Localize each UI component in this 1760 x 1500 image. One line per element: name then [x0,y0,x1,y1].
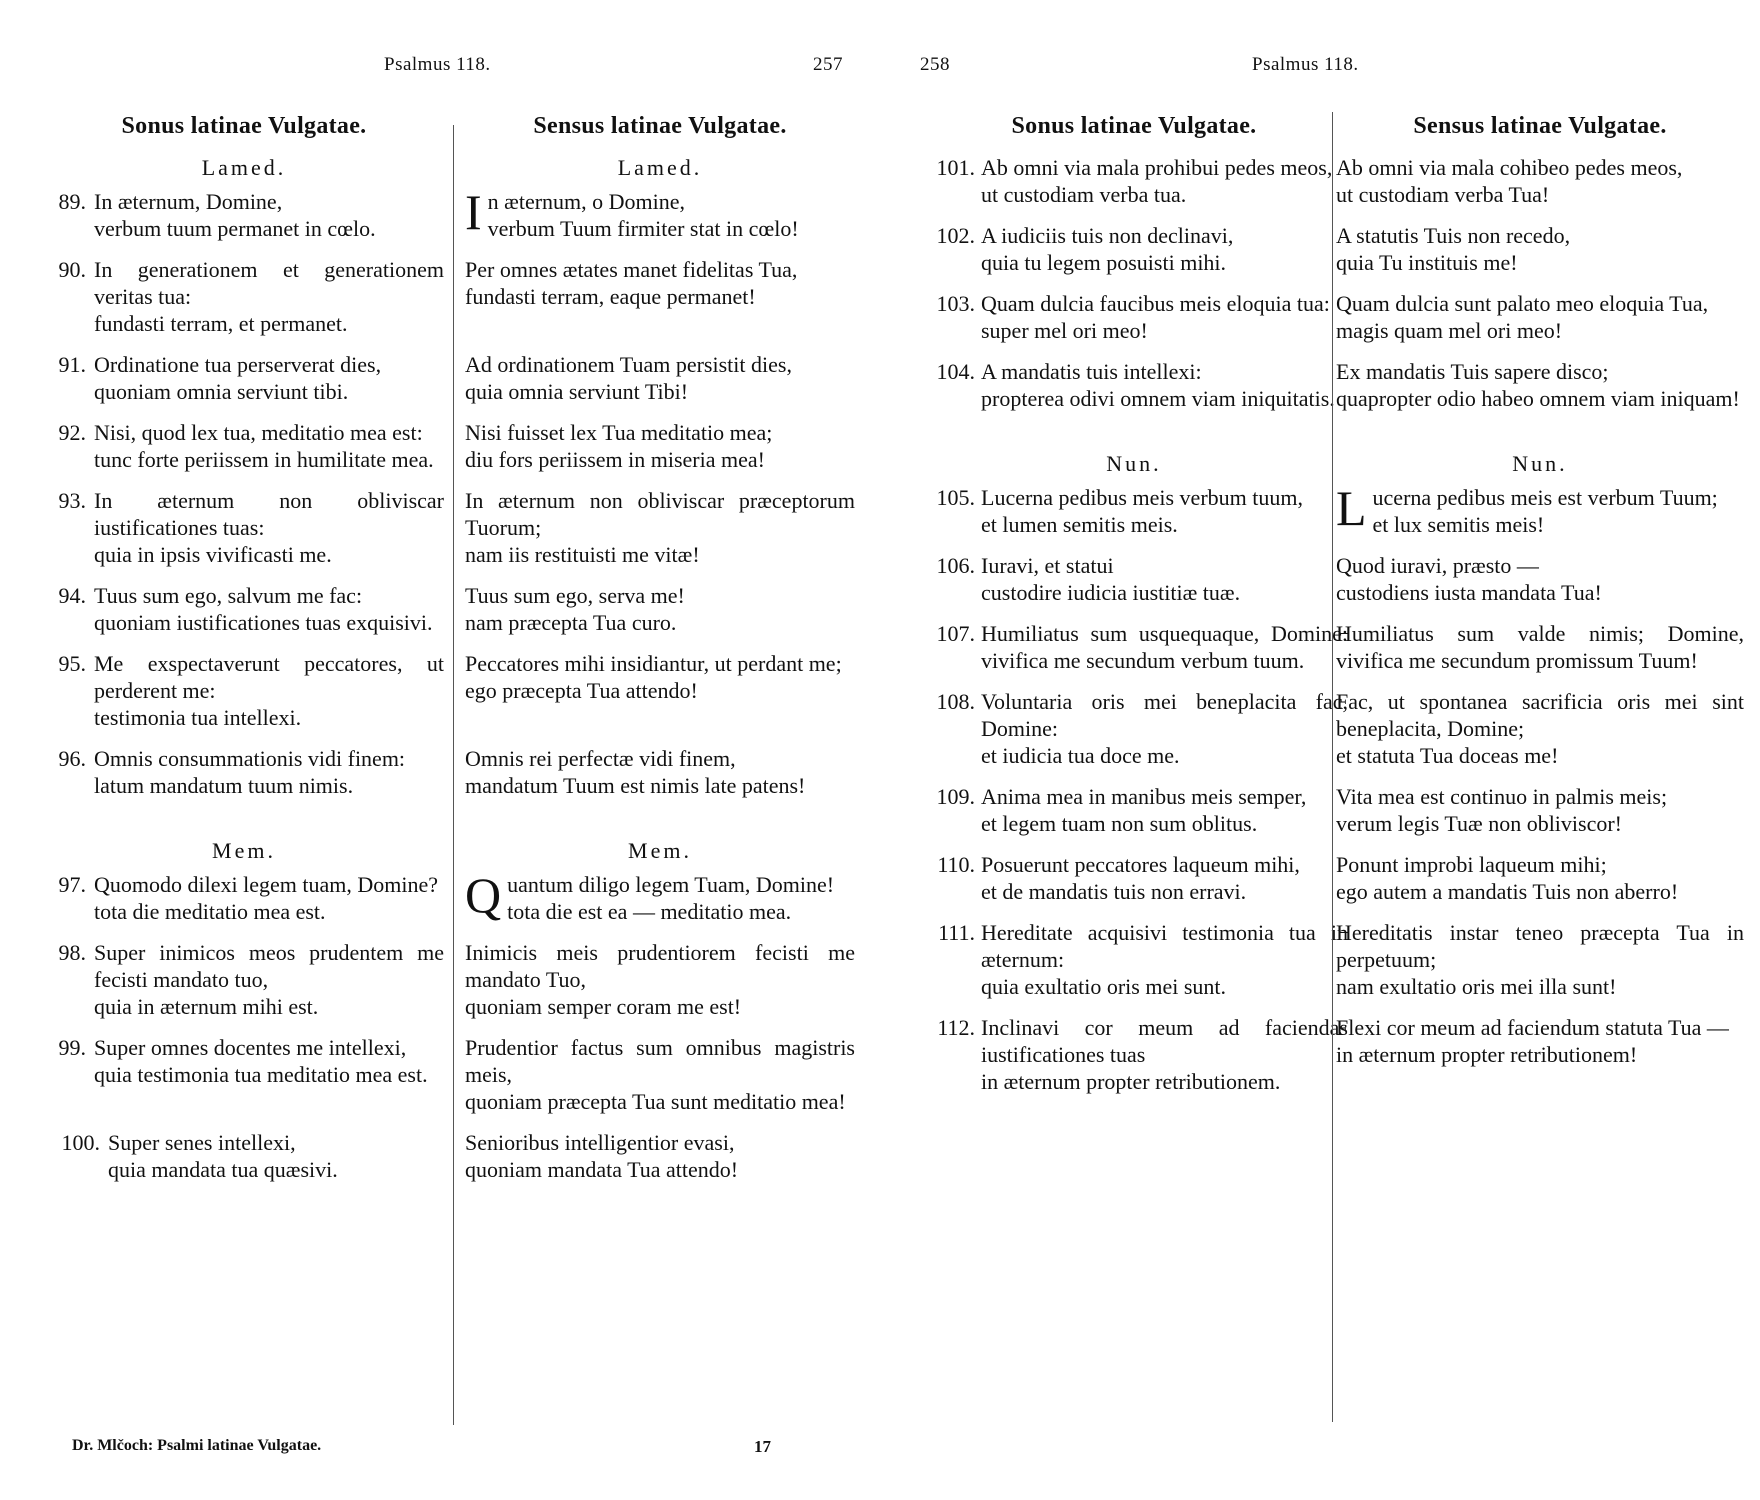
verse-number: 107. [936,621,975,646]
verse-line: propterea odivi omnem viam iniquitatis. [981,386,1335,411]
verse [1336,552,1744,606]
verse-line: nam exultatio oris mei illa sunt! [1336,974,1617,999]
running-header [0,54,880,80]
verse-number: 101. [936,155,975,180]
sonus-column [920,110,1348,1109]
verse-line: A mandatis tuis intellexi: [981,359,1202,384]
verse-number: 109. [936,784,975,809]
verse [44,487,444,568]
verse-number: 103. [936,291,975,316]
verse [465,1129,855,1183]
verse [465,939,855,1020]
verse [920,851,1348,905]
verse-line: Ponunt improbi laqueum mihi; [1336,852,1607,877]
page-number: 257 [813,54,843,75]
verse-line: diu fors periissem in miseria mea! [465,447,765,472]
verse-number: 111. [938,920,975,945]
verse [920,620,1348,674]
verse-line: nam præcepta Tua curo. [465,610,677,635]
sensus-column [1336,110,1744,1109]
verse-line: fundasti terram, et permanet. [94,311,348,336]
column-heading: Sonus latinae Vulgatae. [1011,113,1257,139]
verse-line: Super senes intellexi, [108,1130,296,1155]
verse-line: Ab omni via mala prohibui pedes meos, [981,155,1333,180]
verse [920,919,1348,1000]
verse-line: Prudentior factus sum omnibus magistris meis, [465,1035,855,1087]
verse-number: 95. [58,651,86,676]
verse-line: ego autem a mandatis Tuis non aberro! [1336,879,1679,904]
column-divider [453,125,454,1425]
page-number: 258 [920,54,950,75]
verse [465,256,855,337]
verse-line: tunc forte periissem in humilitate mea. [94,447,434,472]
verse [44,188,444,242]
verse-line: Super omnes docentes me intellexi, [94,1035,407,1060]
verse-line: et lux semitis meis! [1372,512,1545,537]
verse-line: quoniam iustificationes tuas exquisivi. [94,610,433,635]
verse-line: Peccatores mihi insidiantur, ut perdant me; [465,651,842,676]
verse-line: quoniam mandata Tua attendo! [465,1157,739,1182]
verse-line: Hereditate acquisivi testimonia tua in æternum: [981,920,1348,972]
column-heading: Sensus latinae Vulgatae. [1413,113,1667,139]
verse-line: quia testimonia tua meditatio mea est. [94,1062,428,1087]
verse [1336,1014,1744,1095]
verse [920,222,1348,276]
verse-line: quia Tu instituis me! [1336,250,1518,275]
verse-line: Tuus sum ego, serva me! [465,583,685,608]
verse [44,256,444,337]
verse-line: Lucerna pedibus meis verbum tuum, [981,485,1303,510]
verse [1336,919,1744,1000]
verse-line: Per omnes ætates manet fidelitas Tua, [465,257,798,282]
verse-line: tota die est ea — meditatio mea. [507,899,792,924]
verse-line: Ordinatione tua perserverat dies, [94,352,382,377]
verse-line: et de mandatis tuis non erravi. [981,879,1247,904]
section-heading: Lamed. [617,155,703,180]
verse [465,184,855,242]
verse-line: Voluntaria oris mei beneplacita fac, Domine: [981,689,1348,741]
verse [465,351,855,405]
verse [1336,620,1744,674]
verse-line: Quod iuravi, præsto — [1336,553,1539,578]
verse-line: super mel ori meo! [981,318,1148,343]
verse-line: custodire iudicia iustitiæ tuæ. [981,580,1241,605]
drop-capital: Q [465,867,502,923]
verse [1336,222,1744,276]
verse-line: Iuravi, et statui [981,553,1114,578]
verse [44,939,444,1020]
verse-line: ucerna pedibus meis est verbum Tuum; [1372,485,1718,510]
verse-number: 92. [58,420,86,445]
verse-number: 102. [936,223,975,248]
verse-number: 99. [58,1035,86,1060]
verse-line: magis quam mel ori meo! [1336,318,1563,343]
verse-line: In æternum non obliviscar iustificationes tuas: [94,488,444,540]
verse-number: 89. [58,189,86,214]
verse [44,582,444,636]
verse-line: Nisi, quod lex tua, meditatio mea est: [94,420,423,445]
verse-line: uantum diligo legem Tuam, Domine! [507,872,835,897]
verse-line: Omnis rei perfectæ vidi finem, [465,746,736,771]
verse-line: Quam dulcia sunt palato meo eloquia Tua, [1336,291,1709,316]
verse [465,745,855,799]
verse-line: verum legis Tuæ non obliviscor! [1336,811,1623,836]
verse-line: Inimicis meis prudentiorem fecisti me mandato Tuo, [465,940,855,992]
verse-line: Vita mea est continuo in palmis meis; [1336,784,1668,809]
verse [1336,688,1744,769]
verse-line: Tuus sum ego, salvum me fac: [94,583,363,608]
verse-line: Hereditatis instar teneo præcepta Tua in perpetuum; [1336,920,1744,972]
verse-line: In generationem et generationem veritas tua: [94,257,444,309]
verse-line: Flexi cor meum ad faciendum statuta Tua — [1336,1015,1729,1040]
verse-number: 98. [58,940,86,965]
verse-number: 96. [58,746,86,771]
verse [920,688,1348,769]
column-divider [1332,112,1333,1422]
drop-capital: I [465,184,482,240]
verse-number: 110. [937,852,975,877]
verse-line: Inclinavi cor meum ad faciendas iustificationes tuas [981,1015,1348,1067]
verse-line: in æternum propter retributionem. [981,1069,1281,1094]
verse [920,290,1348,344]
verse-line: et lumen semitis meis. [981,512,1178,537]
verse-line: Senioribus intelligentior evasi, [465,1130,735,1155]
verse-line: Humiliatus sum usquequaque, Domine: vivifica me secundum verbum tuum. [981,621,1348,673]
right-page [880,0,1760,1500]
verse [920,1014,1348,1095]
section-heading: Nun. [1106,451,1162,476]
verse-line: Fac, ut spontanea sacrificia oris mei sint beneplacita, Domine; [1336,689,1744,741]
verse-line: quia omnia serviunt Tibi! [465,379,689,404]
verse [44,1034,444,1115]
section-heading: Mem. [628,838,692,863]
verse [44,871,444,925]
verse [44,650,444,731]
verse-number: 106. [936,553,975,578]
verse [465,1034,855,1115]
verse-line: Quomodo dilexi legem tuam, Domine? [94,872,438,897]
verse-line: quoniam omnia serviunt tibi. [94,379,349,404]
verse-line: In æternum, Domine, [94,189,283,214]
verse-line: Me exspectaverunt peccatores, ut perderent me: [94,651,444,703]
verse-number: 104. [936,359,975,384]
verse-line: Quam dulcia faucibus meis eloquia tua: [981,291,1330,316]
verse-line: quia mandata tua quæsivi. [108,1157,338,1182]
verse-number: 91. [58,352,86,377]
verse-line: Ex mandatis Tuis sapere disco; [1336,359,1609,384]
verse [1336,358,1744,412]
verse-line: testimonia tua intellexi. [94,705,302,730]
verse-line: n æternum, o Domine, [487,189,686,214]
verse-line: Ab omni via mala cohibeo pedes meos, [1336,155,1683,180]
verse-line: Omnis consummationis vidi finem: [94,746,406,771]
verse [920,552,1348,606]
verse-number: 94. [58,583,86,608]
verse-line: A statutis Tuis non recedo, [1336,223,1571,248]
verse-line: et iudicia tua doce me. [981,743,1180,768]
verse [1336,480,1744,538]
verse-number: 97. [58,872,86,897]
verse [465,419,855,473]
verse-line: custodiens iusta mandata Tua! [1336,580,1602,605]
verse [1336,290,1744,344]
section-heading: Nun. [1512,451,1568,476]
verse-line: verbum Tuum firmiter stat in cœlo! [487,216,799,241]
running-header [880,54,1760,80]
verse-line: quoniam præcepta Tua sunt meditatio mea! [465,1089,846,1114]
running-title: Psalmus 118. [384,54,491,75]
verse [1336,851,1744,905]
verse-line: quoniam semper coram me est! [465,994,742,1019]
verse [44,1129,444,1183]
verse-line: Posuerunt peccatores laqueum mihi, [981,852,1300,877]
verse-number: 112. [937,1015,975,1040]
verse-line: In æternum non obliviscar præceptorum Tuorum; [465,488,855,540]
verse [920,484,1348,538]
verse-number: 105. [936,485,975,510]
section-heading: Lamed. [201,155,287,180]
sensus-column [465,110,855,1197]
verse-line: Ad ordinationem Tuam persistit dies, [465,352,792,377]
verse-line: quia exultatio oris mei sunt. [981,974,1227,999]
verse-line: Anima mea in manibus meis semper, [981,784,1307,809]
verse-line: ut custodiam verba tua. [981,182,1187,207]
verse-line: Super inimicos meos prudentem me fecisti mandato tuo, [94,940,444,992]
verse [465,867,855,925]
sonus-column [44,110,444,1197]
verse [1336,154,1744,208]
verse [465,582,855,636]
verse-number: 108. [936,689,975,714]
verse-line: in æternum propter retributionem! [1336,1042,1638,1067]
verse-line: et statuta Tua doceas me! [1336,743,1559,768]
section-heading: Mem. [212,838,276,863]
verse [44,351,444,405]
column-heading: Sensus latinae Vulgatae. [533,113,787,139]
verse [1336,783,1744,837]
verse-line: quia in æternum mihi est. [94,994,319,1019]
verse [465,650,855,731]
verse [920,783,1348,837]
drop-capital: L [1336,480,1367,536]
verse-line: ut custodiam verba Tua! [1336,182,1550,207]
verse-line: Humiliatus sum valde nimis; Domine, vivifica me secundum promissum Tuum! [1336,621,1744,673]
verse-line: et legem tuam non sum oblitus. [981,811,1258,836]
running-title: Psalmus 118. [1252,54,1359,75]
column-heading: Sonus latinae Vulgatae. [121,113,367,139]
verse-line: quia in ipsis vivificasti me. [94,542,332,567]
verse-line: verbum tuum permanet in cœlo. [94,216,376,241]
verse-number: 93. [58,488,86,513]
verse-line: fundasti terram, eaque permanet! [465,284,756,309]
verse [44,745,444,799]
verse-line: A iudiciis tuis non declinavi, [981,223,1234,248]
verse [465,487,855,568]
verse-line: nam iis restituisti me vitæ! [465,542,700,567]
footer-sheet-number: 17 [754,1437,771,1456]
verse-line: quapropter odio habeo omnem viam iniquam! [1336,386,1740,411]
footer-signature: Dr. Mlčoch: Psalmi latinae Vulgatae. [72,1437,322,1454]
verse-line: Nisi fuisset lex Tua meditatio mea; [465,420,773,445]
verse-line: quia tu legem posuisti mihi. [981,250,1227,275]
verse [920,358,1348,412]
verse [44,419,444,473]
verse-number: 100. [61,1130,100,1155]
verse-line: latum mandatum tuum nimis. [94,773,354,798]
verse-number: 90. [58,257,86,282]
verse-line: tota die meditatio mea est. [94,899,326,924]
verse [920,154,1348,208]
verse-line: mandatum Tuum est nimis late patens! [465,773,806,798]
verse-line: ego præcepta Tua attendo! [465,678,698,703]
